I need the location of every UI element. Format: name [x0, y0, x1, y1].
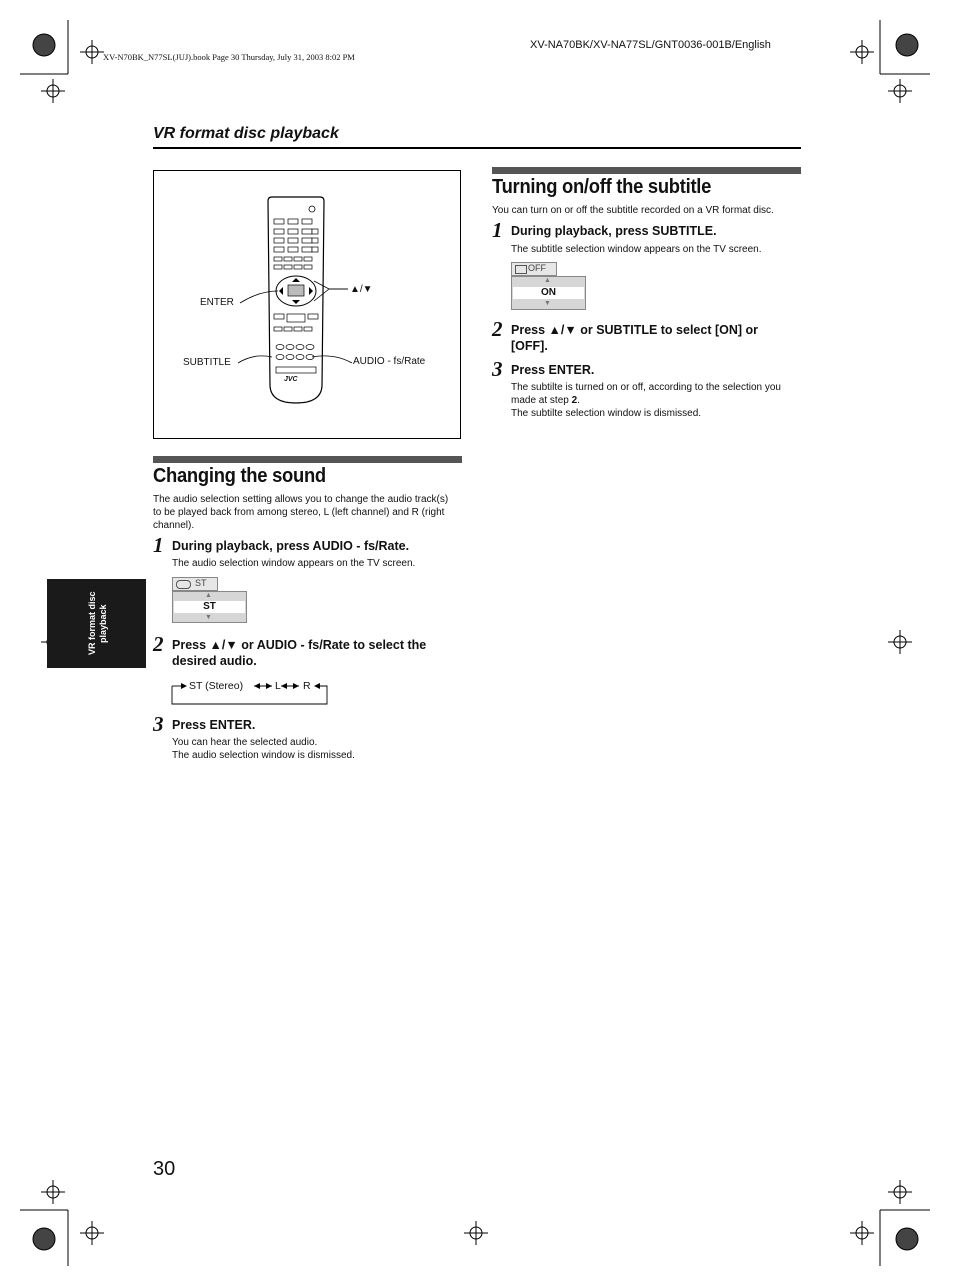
audio-osd-icon	[176, 580, 191, 589]
subtitle-step-1-text: During playback, press SUBTITLE.	[511, 224, 717, 238]
sound-osd-window	[172, 591, 247, 623]
subtitle-step-3-note-2: The subtilte selection window is dismissed.	[511, 408, 702, 419]
section-title: VR format disc playback	[153, 125, 339, 142]
subtitle-step-1-note: The subtitle selection window appears on the TV screen.	[511, 244, 762, 255]
sound-step-3-note: You can hear the selected audio.	[172, 737, 318, 748]
subtitle-osd-status: OFF	[511, 262, 557, 276]
audio-label: AUDIO - fs/Rate	[353, 356, 426, 367]
enter-label: ENTER	[200, 297, 234, 308]
sound-section-heading: Changing the sound	[153, 465, 326, 487]
subtitle-section-heading: Turning on/off the subtitle	[492, 176, 712, 198]
brand-label: JVC	[284, 376, 298, 383]
subtitle-step-3-note: The subtilte is turned on or off, according to the selection you made at step 2. The subtilte selection window is dismissed.	[511, 382, 781, 419]
subtitle-step-3-text: Press ENTER.	[511, 363, 595, 377]
subtitle-intro: You can turn on or off the subtitle recorded on a VR format disc.	[492, 205, 774, 216]
model-number: XV-NA70BK/XV-NA77SL/GNT0036-001B/English	[530, 39, 771, 51]
sound-osd-down-arrow: ▼	[205, 614, 212, 621]
subtitle-step-1-number: 1	[492, 218, 503, 242]
sound-step-1-text: During playback, press AUDIO - fs/Rate.	[172, 539, 410, 553]
sound-osd-up-arrow: ▲	[205, 592, 212, 599]
subtitle-section-bar	[492, 167, 801, 174]
sound-section-bar	[153, 456, 462, 463]
audio-cycle-left: L	[275, 680, 281, 692]
sound-step-3-number: 3	[153, 712, 164, 736]
subtitle-osd-up-arrow: ▲	[544, 277, 551, 284]
sound-step-3-note-2: The audio selection window is dismissed.	[172, 750, 355, 761]
sound-step-3-text: Press ENTER.	[172, 718, 256, 732]
subtitle-step-2-number: 2	[492, 317, 503, 341]
sound-intro: The audio selection setting allows you to change the audio track(s) to be played back from among stereo, L (left channel) and R (right channel).	[153, 494, 449, 531]
subtitle-osd-window	[511, 276, 586, 310]
sound-step-2-text: Press ▲/▼ or AUDIO - fs/Rate to select the desired audio.	[172, 638, 427, 668]
arrow-keys-label: ▲/▼	[350, 284, 373, 295]
subtitle-step-3-number: 3	[492, 357, 503, 381]
subtitle-step-2-text: Press ▲/▼ or SUBTITLE to select [ON] or [OFF].	[511, 323, 759, 353]
file-info: XV-N70BK_N77SL(JUJ).book Page 30 Thursday, July 31, 2003 8:02 PM	[103, 52, 355, 62]
subtitle-osd-value: ON	[513, 287, 584, 299]
subtitle-osd-icon	[515, 265, 527, 274]
subtitle-label: SUBTITLE	[183, 357, 231, 368]
subtitle-osd-down-arrow: ▼	[544, 300, 551, 307]
sound-osd-status: ST	[172, 577, 218, 591]
remote-figure	[153, 170, 461, 439]
sound-osd-value: ST	[174, 601, 245, 613]
page-number: 30	[153, 1158, 176, 1180]
sound-step-1-number: 1	[153, 533, 164, 557]
audio-cycle-right: R	[303, 680, 311, 692]
sound-step-2-number: 2	[153, 632, 164, 656]
side-tab-label: VR format disc playback	[87, 591, 108, 656]
audio-cycle-stereo: ST (Stereo)	[189, 680, 244, 692]
section-rule	[153, 147, 801, 149]
side-tab	[47, 579, 146, 668]
sound-step-1-note: The audio selection window appears on the TV screen.	[172, 558, 416, 569]
